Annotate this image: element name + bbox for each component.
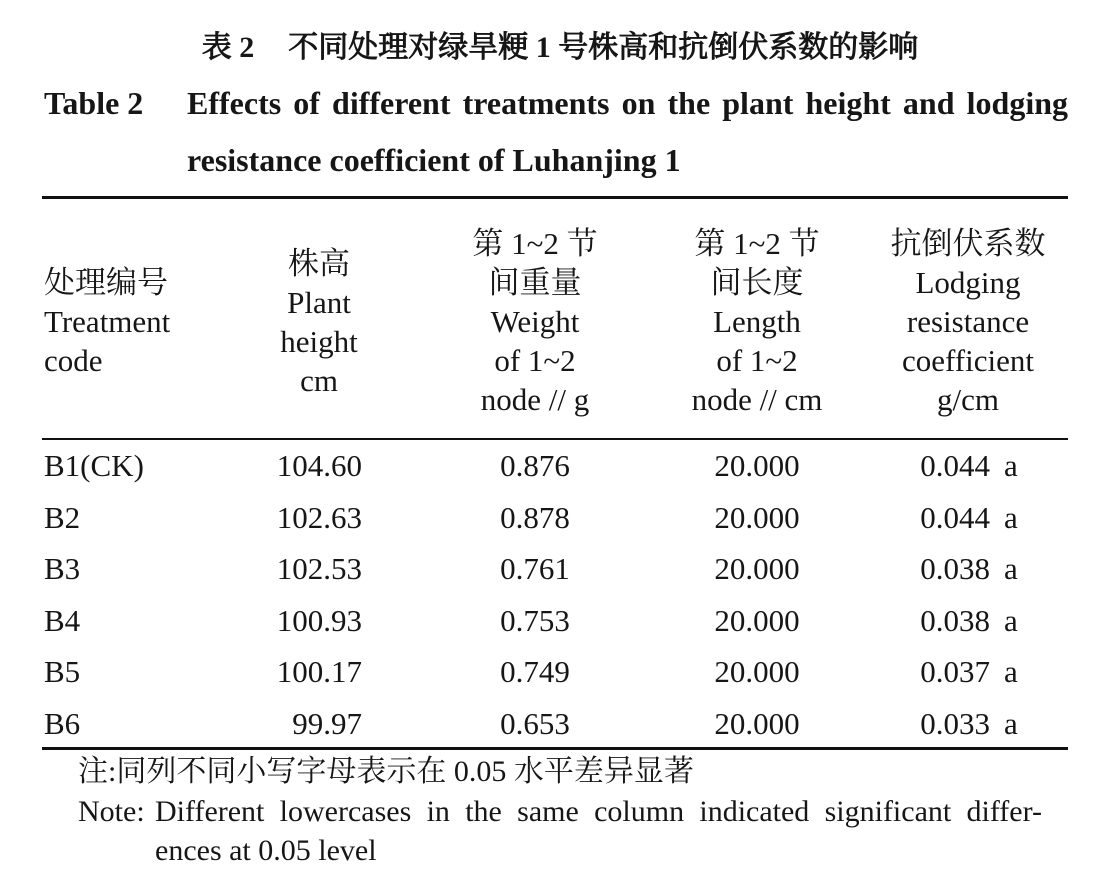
header-line: Treatment [44, 303, 171, 339]
header-line: of 1~2 [494, 342, 576, 378]
cell-node-weight: 0.761 [500, 551, 570, 587]
cell-node-weight: 0.653 [500, 706, 570, 741]
header-line: 抗倒伏系数 [890, 225, 1046, 261]
cell-node-weight: 0.753 [500, 602, 570, 638]
cell-treatment-code: B4 [44, 602, 81, 638]
cell-lodging-coefficient: 0.038 [920, 551, 990, 587]
header-treatment-code [44, 263, 234, 380]
table-number-chinese: 表 2 [201, 31, 255, 64]
header-node-length [657, 224, 857, 419]
header-line: node // g [480, 381, 590, 417]
cell-node-length: 20.000 [714, 448, 800, 483]
header-line: 第 1~2 节 [694, 225, 820, 261]
cell-plant-height: 102.63 [276, 499, 362, 535]
cell-significance-letter: a [1004, 706, 1018, 741]
header-lodging-coefficient [868, 224, 1068, 419]
header-line: resistance [906, 303, 1030, 339]
cell-plant-height: 100.17 [276, 654, 362, 690]
table-row [0, 595, 1120, 647]
cell-node-length: 20.000 [714, 499, 800, 535]
cell-node-length: 20.000 [714, 551, 800, 587]
header-line: 株高 [288, 245, 350, 281]
cell-node-weight: 0.876 [500, 448, 570, 483]
header-line: 间重量 [488, 264, 582, 300]
cell-lodging-coefficient: 0.038 [920, 602, 990, 638]
cell-treatment-code: B6 [44, 706, 81, 741]
header-line: Plant [287, 284, 351, 320]
cell-treatment-code: B3 [44, 551, 81, 587]
cell-node-length: 20.000 [714, 706, 800, 741]
table-title-chinese [0, 29, 1120, 67]
header-node-weight [435, 224, 635, 419]
cell-significance-letter: a [1004, 551, 1018, 587]
cell-treatment-code: B1(CK) [44, 448, 144, 483]
table-row [0, 492, 1120, 544]
cell-treatment-code: B2 [44, 499, 81, 535]
header-line: g/cm [937, 381, 999, 417]
table-row [0, 440, 1120, 492]
header-line: 处理编号 [44, 264, 168, 300]
cell-node-weight: 0.749 [500, 654, 570, 690]
header-line: cm [300, 362, 338, 398]
cell-node-weight: 0.878 [500, 499, 570, 535]
header-line: 第 1~2 节 [472, 225, 598, 261]
table-caption-chinese: 不同处理对绿旱粳 1 号株高和抗倒伏系数的影响 [288, 31, 919, 64]
table-caption-english-line-1: Effects of different treatments on the plant height and lodging [187, 85, 1068, 121]
cell-lodging-coefficient: 0.033 [920, 706, 990, 741]
cell-treatment-code: B5 [44, 654, 81, 690]
cell-plant-height: 99.97 [292, 706, 362, 741]
table-caption-english-line-2: resistance coefficient of Luhanjing 1 [187, 142, 681, 178]
table-note-english-line-1: Different lowercases in the same column indicated significant differ- [155, 794, 1042, 828]
header-line: height [280, 323, 358, 359]
header-line: coefficient [902, 342, 1034, 378]
header-line: Length [713, 303, 801, 339]
cell-lodging-coefficient: 0.037 [920, 654, 990, 690]
cell-node-length: 20.000 [714, 654, 800, 690]
header-line: 间长度 [710, 264, 804, 300]
table-number-english: Table 2 [44, 85, 144, 121]
cell-plant-height: 100.93 [276, 602, 362, 638]
cell-significance-letter: a [1004, 654, 1018, 690]
table-note-english-line-2: ences at 0.05 level [155, 833, 377, 867]
header-line: node // cm [691, 381, 823, 417]
cell-plant-height: 104.60 [276, 448, 362, 483]
header-line: code [44, 342, 103, 378]
table-row [0, 543, 1120, 595]
header-plant-height [239, 244, 399, 400]
table-note-chinese: 注:同列不同小写字母表示在 0.05 水平差异显著 [78, 755, 694, 788]
header-line: Lodging [915, 264, 1021, 300]
cell-lodging-coefficient: 0.044 [920, 499, 990, 535]
cell-lodging-coefficient: 0.044 [920, 448, 990, 483]
table-note-label-english: Note: [78, 794, 145, 828]
cell-significance-letter: a [1004, 448, 1018, 483]
cell-significance-letter: a [1004, 499, 1018, 535]
cell-node-length: 20.000 [714, 602, 800, 638]
table-top-rule [42, 196, 1068, 199]
table-row [0, 646, 1120, 698]
header-line: of 1~2 [716, 342, 798, 378]
cell-plant-height: 102.53 [276, 551, 362, 587]
table-row [0, 698, 1120, 750]
header-line: Weight [490, 303, 580, 339]
cell-significance-letter: a [1004, 602, 1018, 638]
